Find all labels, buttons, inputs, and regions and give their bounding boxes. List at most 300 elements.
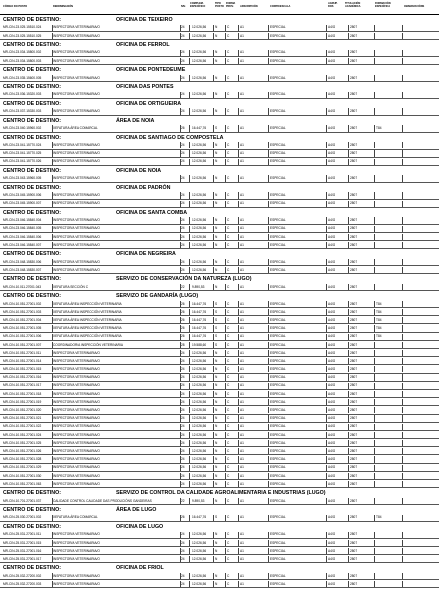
column-rule xyxy=(402,142,403,148)
column-rule xyxy=(402,424,403,430)
cell-complemento: 16.447,76 xyxy=(192,301,207,306)
column-rule xyxy=(238,391,239,397)
column-rule xyxy=(189,573,190,579)
column-rule xyxy=(326,383,327,389)
column-rule xyxy=(374,175,375,181)
cell-complemento: 12.026,56 xyxy=(192,573,207,578)
cell-denominacion: INSPECTOR/A VETERINARIA/O xyxy=(53,50,100,55)
column-rule xyxy=(326,217,327,223)
cell-complemento: 12.026,56 xyxy=(192,416,207,421)
column-rule xyxy=(225,217,226,223)
column-rule xyxy=(213,58,214,64)
cell-titulacion: 2807 xyxy=(350,92,358,97)
column-rule xyxy=(213,142,214,148)
column-rule xyxy=(225,448,226,454)
cell-agrup: A4/G xyxy=(328,50,336,55)
column-rule xyxy=(189,125,190,131)
column-rule xyxy=(225,366,226,372)
column-rule xyxy=(238,217,239,223)
cell-nivel: 24 xyxy=(181,259,185,264)
cell-titulacion: 2807 xyxy=(350,176,358,181)
cell-forma: C xyxy=(227,326,230,331)
cell-complemento: 12.026,56 xyxy=(192,581,207,586)
column-rule xyxy=(374,407,375,413)
table-row xyxy=(0,233,439,241)
column-rule xyxy=(374,201,375,207)
column-rule xyxy=(213,25,214,31)
column-rule xyxy=(348,325,349,331)
cell-forma: C xyxy=(227,109,230,114)
column-rule xyxy=(374,142,375,148)
cell-forma: C xyxy=(227,350,230,355)
column-rule xyxy=(225,358,226,364)
column-rule xyxy=(402,301,403,307)
column-rule xyxy=(348,175,349,181)
cell-agrup: A4/G xyxy=(328,75,336,80)
column-rule xyxy=(326,581,327,587)
table-row xyxy=(0,555,439,563)
cell-formacion: T84 xyxy=(376,309,382,314)
column-rule xyxy=(402,581,403,587)
column-rule xyxy=(402,548,403,554)
column-rule xyxy=(238,440,239,446)
centro-destino-name: OFICINA DAS PONTES xyxy=(116,84,174,91)
column-rule xyxy=(402,317,403,323)
column-rule xyxy=(189,481,190,487)
cell-codigo: MR-CIN-10.051.27001.003 xyxy=(3,309,42,314)
column-rule xyxy=(348,108,349,114)
cell-complemento: 12.026,56 xyxy=(192,424,207,429)
column-rule xyxy=(225,284,226,290)
cell-nivel: 24 xyxy=(181,25,185,30)
cell-forma: C xyxy=(227,143,230,147)
cell-corpo: ESPECIAL xyxy=(270,267,286,272)
table-row xyxy=(0,349,439,357)
column-rule xyxy=(374,75,375,81)
cell-complemento: 12.026,56 xyxy=(192,159,207,164)
cell-forma: C xyxy=(227,367,230,372)
cell-corpo: ESPECIAL xyxy=(270,242,286,247)
column-rule xyxy=(238,473,239,479)
cell-forma: C xyxy=(227,33,230,38)
cell-corpo: ESPECIAL xyxy=(270,25,286,30)
centro-destino-name: OFICINA DE FRIOL xyxy=(116,565,164,572)
cell-tipo: N xyxy=(215,432,218,437)
column-rule xyxy=(326,301,327,307)
cell-denominacion: INSPECTOR/A VETERINARIA/O xyxy=(53,151,100,156)
column-rule xyxy=(326,267,327,273)
cell-titulacion: 2807 xyxy=(350,58,358,63)
column-rule xyxy=(348,473,349,479)
cell-complemento: 12.026,56 xyxy=(192,267,207,272)
column-rule xyxy=(238,125,239,131)
cell-forma: C xyxy=(227,581,230,586)
column-rule xyxy=(213,159,214,165)
cell-adscripcion: A1 xyxy=(240,259,244,264)
column-rule xyxy=(213,342,214,348)
table-row xyxy=(0,300,439,308)
cell-forma: C xyxy=(227,267,230,272)
column-rule xyxy=(326,399,327,405)
cell-complemento: 16.447,76 xyxy=(192,126,207,131)
cell-adscripcion: A1 xyxy=(240,334,244,339)
cell-agrup: A4/G xyxy=(328,201,336,206)
cell-corpo: ESPECIAL xyxy=(270,284,286,289)
cell-complemento: 12.026,56 xyxy=(192,432,207,437)
column-rule xyxy=(326,424,327,430)
column-rule xyxy=(326,25,327,31)
cell-tipo: N xyxy=(215,457,218,462)
column-rule xyxy=(268,108,269,114)
cell-formacion: T84 xyxy=(376,515,382,520)
column-rule xyxy=(213,358,214,364)
column-rule xyxy=(189,175,190,181)
centro-destino-name: OFICINA DE PADRÓN xyxy=(116,184,171,191)
column-rule xyxy=(213,284,214,290)
cell-forma: C xyxy=(227,457,230,462)
column-rule xyxy=(374,515,375,521)
column-rule xyxy=(238,432,239,438)
column-rule xyxy=(348,581,349,587)
column-rule xyxy=(268,226,269,232)
cell-denominacion: XEFATURA ÁREA INSPECCIÓN VETERINARIA xyxy=(53,334,122,339)
cell-complemento: 12.026,56 xyxy=(192,259,207,264)
cell-agrup: A4/G xyxy=(328,548,336,553)
column-rule xyxy=(213,399,214,405)
cell-forma: C xyxy=(227,58,230,63)
column-rule xyxy=(374,226,375,232)
cell-denominacion: INSPECTOR/A VETERINARIA/O xyxy=(53,481,100,486)
cell-complemento: 12.026,56 xyxy=(192,367,207,372)
cell-tipo: N xyxy=(215,50,218,55)
cell-nivel: 24 xyxy=(181,457,185,462)
column-rule xyxy=(326,33,327,39)
column-rule xyxy=(326,334,327,340)
cell-denominacion: INSPECTOR/A VETERINARIA/O xyxy=(53,408,100,412)
column-rule xyxy=(326,201,327,207)
column-rule xyxy=(402,573,403,579)
cell-denominacion: INSPECTOR/A VETERINARIA/O xyxy=(53,143,100,147)
header-tipo-2: POSTO xyxy=(215,5,224,8)
cell-agrup: A4/G xyxy=(328,473,336,478)
cell-corpo: ESPECIAL xyxy=(270,350,286,355)
cell-titulacion: 2807 xyxy=(350,399,358,404)
cell-nivel: 24 xyxy=(181,440,185,445)
table-row xyxy=(0,406,439,414)
column-rule xyxy=(189,415,190,421)
cell-denominacion: INSPECTOR/A VETERINARIA/O xyxy=(53,540,100,545)
cell-tipo: N xyxy=(215,176,218,181)
column-rule xyxy=(268,201,269,207)
column-rule xyxy=(189,515,190,521)
cell-denominacion: INSPECTOR/A VETERINARIA/O xyxy=(53,424,100,429)
cell-complemento: 12.026,56 xyxy=(192,75,207,80)
column-rule xyxy=(348,448,349,454)
cell-corpo: ESPECIAL xyxy=(270,358,286,363)
column-rule xyxy=(268,399,269,405)
cell-tipo: S xyxy=(215,317,218,322)
column-rule xyxy=(402,175,403,181)
cell-nivel: 26 xyxy=(181,515,185,520)
cell-complemento: 12.026,56 xyxy=(192,383,207,388)
column-rule xyxy=(374,192,375,198)
cell-corpo: ESPECIAL xyxy=(270,301,286,306)
cell-tipo: N xyxy=(215,440,218,445)
cell-codigo: MR-CIN-10.051.27001.006 xyxy=(3,334,42,339)
column-rule xyxy=(268,150,269,156)
cell-agrup: A4/G xyxy=(328,448,336,453)
column-rule xyxy=(348,556,349,562)
header-formacion-2: ESPECÍFICA xyxy=(375,5,391,8)
cell-adscripcion: A1 xyxy=(240,143,244,147)
column-rule xyxy=(326,192,327,198)
column-rule xyxy=(374,334,375,340)
column-rule xyxy=(402,374,403,380)
cell-tipo: N xyxy=(215,375,218,380)
cell-complemento: 12.026,56 xyxy=(192,193,207,198)
column-rule xyxy=(326,259,327,265)
column-rule xyxy=(374,50,375,56)
cell-complemento: 12.026,56 xyxy=(192,481,207,486)
cell-adscripcion: A1 xyxy=(240,457,244,462)
table-row xyxy=(0,531,439,539)
section-heading xyxy=(0,507,439,514)
cell-adscripcion: A1 xyxy=(240,515,244,520)
column-rule xyxy=(326,374,327,380)
column-rule xyxy=(225,242,226,248)
column-rule xyxy=(326,548,327,554)
cell-complemento: 12.026,56 xyxy=(192,457,207,462)
column-rule xyxy=(189,473,190,479)
cell-titulacion: 2807 xyxy=(350,350,358,355)
column-rule xyxy=(213,75,214,81)
column-rule xyxy=(268,374,269,380)
cell-nivel: 24 xyxy=(181,556,185,561)
column-rule xyxy=(213,473,214,479)
cell-adscripcion: A1 xyxy=(240,498,244,503)
column-rule xyxy=(225,50,226,56)
cell-denominacion: INSPECTOR/A VETERINARIA/O xyxy=(53,473,100,478)
column-rule xyxy=(189,142,190,148)
column-rule xyxy=(268,532,269,538)
cell-tipo: N xyxy=(215,159,218,164)
column-rule xyxy=(225,374,226,380)
column-rule xyxy=(268,192,269,198)
column-rule xyxy=(225,424,226,430)
column-rule xyxy=(225,267,226,273)
cell-tipo: N xyxy=(215,201,218,206)
column-rule xyxy=(238,159,239,165)
column-rule xyxy=(213,259,214,265)
column-rule xyxy=(402,456,403,462)
cell-codigo: MR-CIN-23.034.15800.002 xyxy=(3,50,42,55)
column-rule xyxy=(348,399,349,405)
cell-titulacion: 2807 xyxy=(350,581,358,586)
cell-complemento: 19.588,60 xyxy=(192,342,207,347)
centro-destino-name: SERVIZO DE GANDARÍA (LUGO) xyxy=(116,293,199,300)
column-rule xyxy=(374,325,375,331)
cell-corpo: ESPECIAL xyxy=(270,317,286,322)
cell-complemento: 12.026,56 xyxy=(192,226,207,231)
cell-denominacion: INSPECTOR/A VETERINARIA/O xyxy=(53,25,100,30)
column-rule xyxy=(238,548,239,554)
column-rule xyxy=(238,334,239,340)
cell-complemento: 12.026,56 xyxy=(192,548,207,553)
column-rule xyxy=(374,481,375,487)
header-codigo: CÓDIGO DO POSTO xyxy=(3,5,28,8)
column-rule xyxy=(402,284,403,290)
cell-denominacion: INSPECTOR/A VETERINARIA/O xyxy=(53,33,100,38)
cell-codigo: MR-CIN-23.025.15510.025 xyxy=(3,33,42,38)
column-rule xyxy=(225,399,226,405)
cell-nivel: 24 xyxy=(181,573,185,578)
cell-titulacion: 2807 xyxy=(350,259,358,264)
centro-destino-label: CENTRO DE DESTINO: xyxy=(3,184,61,191)
column-rule xyxy=(326,532,327,538)
cell-denominacion: COORDINADOR/A INSPECCIÓN VETERINARIA xyxy=(53,342,123,347)
cell-complemento: 16.447,76 xyxy=(192,326,207,331)
cell-forma: C xyxy=(227,242,230,247)
column-rule xyxy=(225,556,226,562)
cell-agrup: A4/G xyxy=(328,457,336,462)
cell-nivel: 24 xyxy=(181,193,185,198)
cell-titulacion: 2807 xyxy=(350,465,358,470)
column-rule xyxy=(225,498,226,504)
cell-agrup: A4/G xyxy=(328,143,336,147)
column-rule xyxy=(189,407,190,413)
column-rule xyxy=(326,226,327,232)
column-rule xyxy=(326,159,327,165)
cell-forma: C xyxy=(227,448,230,453)
column-rule xyxy=(213,92,214,98)
cell-agrup: A4/G xyxy=(328,399,336,404)
column-rule xyxy=(402,125,403,131)
cell-denominacion: INSPECTOR/A VETERINARIA/O xyxy=(53,457,100,462)
cell-codigo: MR-CIN-10.701.27001.037 xyxy=(3,498,42,503)
column-rule xyxy=(189,259,190,265)
cell-complemento: 12.026,56 xyxy=(192,358,207,363)
column-rule xyxy=(189,342,190,348)
cell-nivel: 24 xyxy=(181,448,185,453)
cell-nivel: 24 xyxy=(181,548,185,553)
cell-agrup: A4/G xyxy=(328,367,336,372)
header-forma-2: PROV. xyxy=(226,5,234,8)
cell-agrup: A4/G xyxy=(328,218,336,223)
cell-complemento: 12.026,56 xyxy=(192,391,207,396)
cell-corpo: ESPECIAL xyxy=(270,473,286,478)
column-rule xyxy=(213,334,214,340)
section-heading xyxy=(0,565,439,572)
cell-forma: C xyxy=(227,473,230,478)
column-rule xyxy=(213,440,214,446)
column-rule xyxy=(326,325,327,331)
cell-denominacion: INSPECTOR/A VETERINARIA/O xyxy=(53,532,100,537)
cell-adscripcion: A1 xyxy=(240,532,244,537)
column-rule xyxy=(374,317,375,323)
column-rule xyxy=(225,33,226,39)
column-rule xyxy=(225,342,226,348)
column-rule xyxy=(268,58,269,64)
column-rule xyxy=(213,33,214,39)
table-row xyxy=(0,572,439,580)
cell-nivel: 24 xyxy=(181,92,185,97)
cell-nivel: 24 xyxy=(181,416,185,421)
cell-agrup: A4/G xyxy=(328,515,336,520)
cell-codigo: MR-CIN-10.051.27001.011 xyxy=(3,350,42,355)
cell-denominacion: INSPECTOR/A VETERINARIA/O xyxy=(53,234,100,239)
column-rule xyxy=(374,242,375,248)
column-rule xyxy=(268,125,269,131)
centro-destino-name: OFICINA DE TEIXEIRO xyxy=(116,17,173,24)
column-rule xyxy=(213,217,214,223)
section-heading xyxy=(0,67,439,74)
column-rule xyxy=(348,226,349,232)
cell-forma: C xyxy=(227,301,230,306)
column-rule xyxy=(374,259,375,265)
cell-codigo: MR-CIN-23.037.15330.003 xyxy=(3,109,42,114)
cell-adscripcion: A1 xyxy=(240,109,244,114)
section-heading xyxy=(0,276,439,283)
column-rule xyxy=(374,358,375,364)
column-rule xyxy=(189,25,190,31)
cell-denominacion: XEFATURA ÁREA INSPECCIÓN VETERINARIA xyxy=(53,317,122,322)
column-rule xyxy=(348,415,349,421)
table-row xyxy=(0,547,439,555)
column-rule xyxy=(268,334,269,340)
cell-forma: C xyxy=(227,226,230,231)
cell-titulacion: 2807 xyxy=(350,326,358,331)
column-rule xyxy=(268,92,269,98)
centro-destino-label: CENTRO DE DESTINO: xyxy=(3,42,61,49)
column-rule xyxy=(189,317,190,323)
section-heading xyxy=(0,524,439,531)
cell-titulacion: 2807 xyxy=(350,75,358,80)
cell-codigo: MR-CIN-23.041.15770.025 xyxy=(3,151,42,156)
column-rule xyxy=(268,309,269,315)
cell-denominacion: INSPECTOR/A VETERINARIA/O xyxy=(53,267,100,272)
column-rule xyxy=(238,407,239,413)
column-rule xyxy=(189,92,190,98)
cell-corpo: ESPECIAL xyxy=(270,515,286,520)
cell-tipo: S xyxy=(215,301,218,306)
column-rule xyxy=(374,573,375,579)
cell-nivel: 24 xyxy=(181,532,185,537)
column-rule xyxy=(326,481,327,487)
column-rule xyxy=(402,267,403,273)
column-rule xyxy=(402,234,403,240)
cell-agrup: A4/G xyxy=(328,532,336,537)
column-rule xyxy=(348,150,349,156)
cell-corpo: ESPECIAL xyxy=(270,176,286,181)
header-denominacion: DENOMINACIÓN xyxy=(53,5,74,8)
column-rule xyxy=(225,540,226,546)
column-rule xyxy=(238,192,239,198)
column-rule xyxy=(348,383,349,389)
cell-codigo: MR-CIN-23.040.15960.002 xyxy=(3,126,42,131)
header-complemento-2: ESPECÍFICO xyxy=(190,5,206,8)
column-rule xyxy=(374,498,375,504)
column-rule xyxy=(348,159,349,165)
cell-codigo: MR-CIN-10.051.27001.005 xyxy=(3,326,42,331)
cell-agrup: A4/G xyxy=(328,391,336,396)
cell-titulacion: 2807 xyxy=(350,532,358,537)
column-rule xyxy=(238,556,239,562)
column-rule xyxy=(374,125,375,131)
cell-codigo: MR-CIN-23.041.15770.024 xyxy=(3,143,42,147)
cell-forma: C xyxy=(227,176,230,181)
table-row xyxy=(0,497,439,505)
cell-corpo: ESPECIAL xyxy=(270,309,286,314)
